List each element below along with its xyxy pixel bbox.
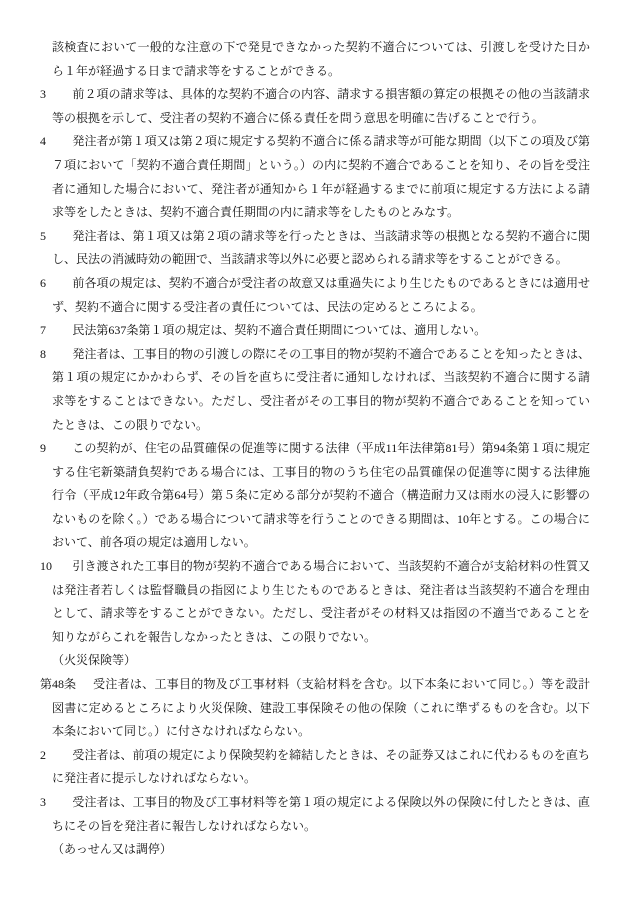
clause-paragraph — [40, 319, 590, 343]
clause-paragraph — [40, 555, 590, 649]
clause-text: 発注者は、工事目的物の引渡しの際にその工事目的物が契約不適合であることを知ったときは、第１項の規定にかかわらず、その旨を直ちに受注者に通知しなければ、当該契約不適合に関する請求等をすることはできない。ただし、受注者がその工事目的物が契約不適合であることを知っていたときは、この限りでない。 — [52, 346, 590, 432]
clause-number: 第48条 — [40, 677, 77, 692]
clause-text: 受注者は、前項の規定により保険契約を締結したときは、その証券又はこれに代わるものを直ちに発注者に提示しなければならない。 — [52, 747, 590, 786]
clause-number: 6 — [40, 275, 46, 290]
clause-paragraph — [40, 130, 590, 224]
clause-text: 前２項の請求等は、具体的な契約不適合の内容、請求する損害額の算定の根拠その他の当該請求等の根拠を示して、受注者の契約不適合に係る責任を問う意思を明確に告げることで行う。 — [52, 87, 590, 125]
clause-number: 3 — [40, 87, 46, 102]
clause-text: 引き渡された工事目的物が契約不適合である場合において、当該契約不適合が支給材料の性質又は発注者若しくは監督職員の指図により生じたものであるときは、発注者は当該契約不適合を理由として、請求等をすることができない。ただし、受注者がその材料又は指図の不適当であることを知りながらこれを報告しなかったときは、この限りでない。 — [52, 559, 590, 644]
clause-text: 受注者は、工事目的物及び工事材料等を第１項の規定による保険以外の保険に付したときは、直ちにその旨を発注者に報告しなければならない。 — [52, 795, 590, 833]
clause-text: （あっせん又は調停） — [52, 842, 172, 857]
clause-paragraph — [40, 791, 590, 838]
clause-text: 発注者は、第１項又は第２項の請求等を行ったときは、当該請求等の根拠となる契約不適合に関し、民法の消滅時効の範囲で、当該請求等以外に必要と認められる請求等をすることができる。 — [52, 228, 590, 267]
clause-text: 受注者は、工事目的物及び工事材料（支給材料を含む。以下本条において同じ。）等を設計図書に定めるところにより火災保険、建設工事保険その他の保険（これに準ずるものを含む。以下本条において同じ。）に付さなければならない。 — [52, 677, 590, 739]
clause-paragraph — [40, 272, 590, 319]
clause-paragraph — [40, 225, 590, 272]
continuation-paragraph — [40, 36, 590, 83]
section-heading — [40, 649, 590, 673]
clause-number: 8 — [40, 346, 46, 361]
clause-text: 前各項の規定は、契約不適合が受注者の故意又は重過失により生じたものであるときには適用せず、契約不適合に関する受注者の責任については、民法の定めるところによる。 — [52, 275, 590, 314]
clause-number: 3 — [40, 795, 46, 809]
clause-number: 2 — [40, 747, 46, 762]
clause-number: 10 — [40, 559, 52, 574]
clause-paragraph — [40, 343, 590, 437]
section-heading — [40, 838, 590, 862]
clause-text: 民法第637条第１項の規定は、契約不適合責任期間については、適用しない。 — [72, 323, 487, 338]
clause-paragraph — [40, 83, 590, 130]
clause-number: 5 — [40, 228, 46, 243]
document-body — [40, 36, 590, 862]
clause-number: 4 — [40, 134, 46, 149]
clause-paragraph — [40, 744, 590, 791]
clause-text: 発注者が第１項又は第２項に規定する契約不適合に係る請求等が可能な期間（以下この項及び第７項において「契約不適合責任期間」という。）の内に契約不適合であることを知り、その旨を受注者に通知した場合において、発注者が通知から１年が経過するまでに前項に規定する方法による請求等をしたときは、契約不適合責任期間の内に請求等をしたものとみなす。 — [52, 134, 590, 220]
clause-text: この契約が、住宅の品質確保の促進等に関する法律（平成11年法律第81号）第94条第１項に規定する住宅新築請負契約である場合には、工事目的物のうち住宅の品質確保の促進等に関する法律施行令（平成12年政令第64号）第５条に定める部分が契約不適合（構造耐力又は雨水の浸入に影響のないものを除く。）である場合について請求等を行うことのできる期間は、10年とする。この場合において、前各項の規定は適用しない。 — [52, 441, 590, 550]
clause-text: 該検査において一般的な注意の下で発見できなかった契約不適合については、引渡しを受けた日から１年が経過する日まで請求等をすることができる。 — [52, 40, 590, 78]
clause-number: 9 — [40, 441, 46, 456]
clause-number: 7 — [40, 323, 46, 338]
article-paragraph — [40, 673, 590, 744]
clause-text: （火災保険等） — [52, 653, 137, 668]
clause-paragraph — [40, 437, 590, 555]
